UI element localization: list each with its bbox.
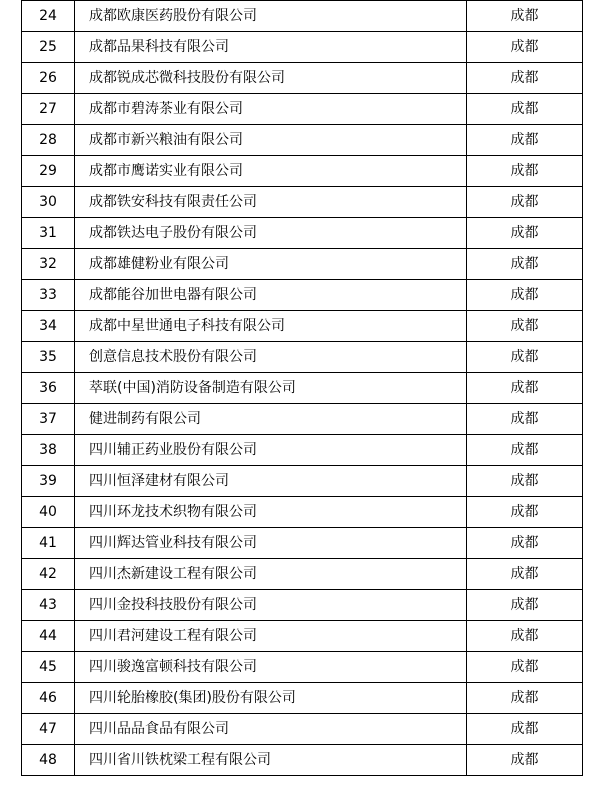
table-row [22,497,583,528]
table-row [22,311,583,342]
company-name-cell: 成都欧康医药股份有限公司 [75,1,467,32]
table-row [22,63,583,94]
company-name-cell: 成都雄健粉业有限公司 [75,249,467,280]
table-row [22,187,583,218]
city-cell: 成都 [467,218,583,249]
table-row [22,1,583,32]
city-cell: 成都 [467,714,583,745]
row-number-cell: 45 [22,652,75,683]
city-cell: 成都 [467,280,583,311]
company-name-cell: 成都市新兴粮油有限公司 [75,125,467,156]
company-name-cell: 成都市碧涛茶业有限公司 [75,94,467,125]
table-row [22,621,583,652]
company-name-cell: 创意信息技术股份有限公司 [75,342,467,373]
row-number-cell: 37 [22,404,75,435]
city-cell: 成都 [467,404,583,435]
company-name-cell: 成都锐成芯微科技股份有限公司 [75,63,467,94]
company-name-cell: 四川环龙技术织物有限公司 [75,497,467,528]
city-cell: 成都 [467,187,583,218]
company-name-cell: 四川省川铁枕梁工程有限公司 [75,745,467,776]
row-number-cell: 32 [22,249,75,280]
row-number-cell: 47 [22,714,75,745]
row-number-cell: 39 [22,466,75,497]
table-row [22,94,583,125]
company-name-cell: 四川辅正药业股份有限公司 [75,435,467,466]
company-name-cell: 健进制药有限公司 [75,404,467,435]
table-row [22,590,583,621]
company-name-cell: 四川骏逸富顿科技有限公司 [75,652,467,683]
company-name-cell: 四川品品食品有限公司 [75,714,467,745]
table-row [22,559,583,590]
company-name-cell: 成都中星世通电子科技有限公司 [75,311,467,342]
table-row [22,652,583,683]
row-number-cell: 36 [22,373,75,404]
city-cell: 成都 [467,249,583,280]
row-number-cell: 27 [22,94,75,125]
row-number-cell: 40 [22,497,75,528]
row-number-cell: 43 [22,590,75,621]
row-number-cell: 28 [22,125,75,156]
table-row [22,528,583,559]
table-row [22,435,583,466]
company-name-cell: 成都铁达电子股份有限公司 [75,218,467,249]
city-cell: 成都 [467,94,583,125]
city-cell: 成都 [467,528,583,559]
city-cell: 成都 [467,373,583,404]
table-row [22,249,583,280]
company-name-cell: 成都市鹰诺实业有限公司 [75,156,467,187]
city-cell: 成都 [467,559,583,590]
row-number-cell: 41 [22,528,75,559]
row-number-cell: 35 [22,342,75,373]
company-name-cell: 萃联(中国)消防设备制造有限公司 [75,373,467,404]
table-row [22,32,583,63]
table-row [22,156,583,187]
table-body [22,1,583,776]
row-number-cell: 48 [22,745,75,776]
row-number-cell: 29 [22,156,75,187]
row-number-cell: 31 [22,218,75,249]
city-cell: 成都 [467,466,583,497]
city-cell: 成都 [467,621,583,652]
row-number-cell: 42 [22,559,75,590]
row-number-cell: 30 [22,187,75,218]
city-cell: 成都 [467,125,583,156]
city-cell: 成都 [467,745,583,776]
row-number-cell: 34 [22,311,75,342]
table-row [22,745,583,776]
company-name-cell: 四川杰新建设工程有限公司 [75,559,467,590]
row-number-cell: 24 [22,1,75,32]
row-number-cell: 44 [22,621,75,652]
city-cell: 成都 [467,652,583,683]
city-cell: 成都 [467,683,583,714]
table-row [22,683,583,714]
city-cell: 成都 [467,311,583,342]
company-name-cell: 成都铁安科技有限责任公司 [75,187,467,218]
company-name-cell: 成都品果科技有限公司 [75,32,467,63]
company-table [21,0,583,776]
company-name-cell: 四川金投科技股份有限公司 [75,590,467,621]
company-name-cell: 成都能谷加世电器有限公司 [75,280,467,311]
table-row [22,125,583,156]
row-number-cell: 25 [22,32,75,63]
city-cell: 成都 [467,590,583,621]
city-cell: 成都 [467,342,583,373]
table-row [22,342,583,373]
table-row [22,404,583,435]
table-row [22,373,583,404]
table-row [22,280,583,311]
company-name-cell: 四川君河建设工程有限公司 [75,621,467,652]
city-cell: 成都 [467,435,583,466]
row-number-cell: 26 [22,63,75,94]
row-number-cell: 46 [22,683,75,714]
city-cell: 成都 [467,32,583,63]
city-cell: 成都 [467,156,583,187]
row-number-cell: 38 [22,435,75,466]
table-row [22,218,583,249]
city-cell: 成都 [467,1,583,32]
table-row [22,466,583,497]
table-row [22,714,583,745]
row-number-cell: 33 [22,280,75,311]
company-name-cell: 四川轮胎橡胶(集团)股份有限公司 [75,683,467,714]
city-cell: 成都 [467,497,583,528]
company-name-cell: 四川辉达管业科技有限公司 [75,528,467,559]
company-name-cell: 四川恒泽建材有限公司 [75,466,467,497]
city-cell: 成都 [467,63,583,94]
